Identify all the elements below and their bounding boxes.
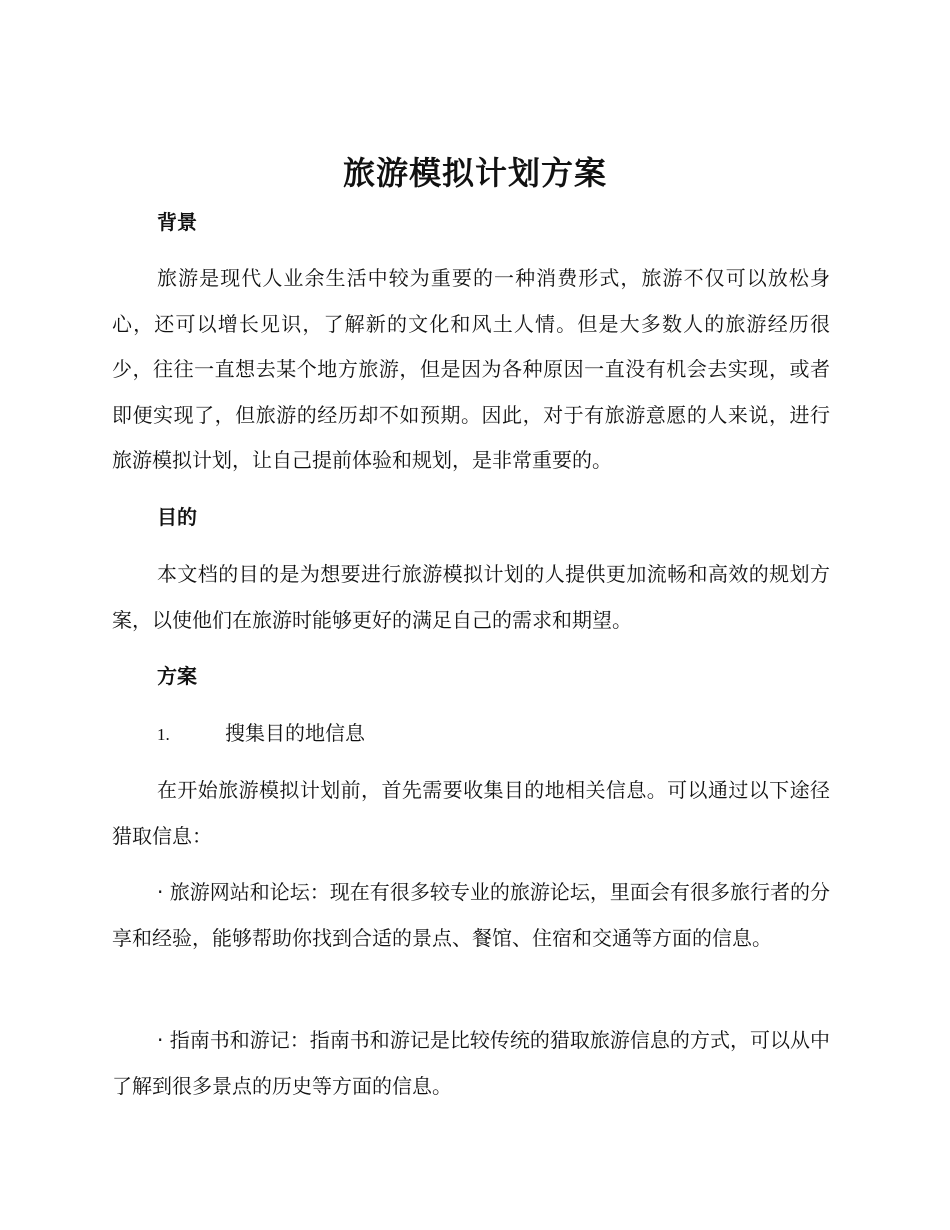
page-title: 旅游模拟计划方案 xyxy=(342,154,607,192)
heading-plan: 方案 xyxy=(157,664,197,688)
list-item-1 xyxy=(157,719,365,749)
list-label: 搜集目的地信息 xyxy=(225,721,365,745)
bullet-guidebooks: · 指南书和游记：指南书和游记是比较传统的猎取旅游信息的方式，可以从中了解到很多景点的历史等方面的信息。 xyxy=(112,1028,830,1098)
list-number: 1. xyxy=(157,725,170,744)
paragraph-plan-intro: 在开始旅游模拟计划前，首先需要收集目的地相关信息。可以通过以下途径猎取信息： xyxy=(112,778,830,848)
paragraph-purpose: 本文档的目的是为想要进行旅游模拟计划的人提供更加流畅和高效的规划方案，以使他们在旅游时能够更好的满足自己的需求和期望。 xyxy=(112,562,830,632)
heading-purpose: 目的 xyxy=(157,505,197,529)
paragraph-background: 旅游是现代人业余生活中较为重要的一种消费形式，旅游不仅可以放松身心，还可以增长见识，了解新的文化和风土人情。但是大多数人的旅游经历很少，往往一直想去某个地方旅游，但是因为各种原因一直没有机会去实现，或者即便实现了，但旅游的经历却不如预期。因此，对于有旅游意愿的人来说，进行旅游模拟计划，让自己提前体验和规划，是非常重要的。 xyxy=(112,266,830,472)
heading-background: 背景 xyxy=(157,210,197,234)
bullet-travel-sites: · 旅游网站和论坛：现在有很多较专业的旅游论坛，里面会有很多旅行者的分享和经验，能够帮助你找到合适的景点、餐馆、住宿和交通等方面的信息。 xyxy=(112,880,830,950)
